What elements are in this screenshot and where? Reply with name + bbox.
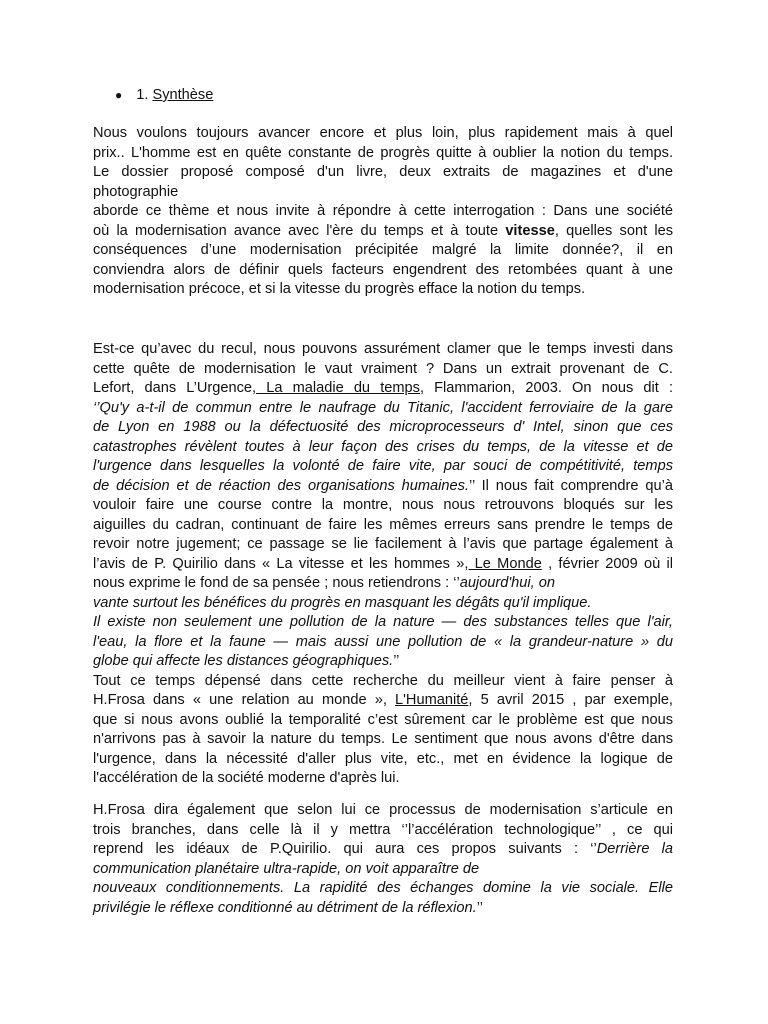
text-run: Derrière la	[596, 841, 674, 857]
text-run: ’’ Il nous fait comprendre qu’à	[469, 477, 673, 494]
text-line	[93, 340, 673, 360]
text-run: privilégie le réflexe conditionné au détriment de la réflexion.	[93, 899, 477, 916]
text-run: ‘’Qu'y a-t-il de commun entre le naufrage du Titanic, l'accident ferroviaire de la gare	[93, 399, 673, 416]
text-run: communication planétaire ultra-rapide, on voit apparaître de	[93, 860, 480, 877]
text-line	[93, 516, 673, 536]
text-line	[93, 202, 673, 222]
text-run: aiguilles du cadran, continuant de faire les mêmes erreurs sans prendre le temps de	[93, 516, 673, 533]
text-line	[93, 574, 673, 594]
text-line	[93, 124, 673, 144]
text-line	[93, 652, 673, 672]
text-run: nouveaux conditionnements. La rapidité des échanges domine la vie sociale. Elle	[93, 880, 673, 896]
text-run: catastrophes révèlent toutes à leur façon des crises du temps, de la vitesse et de	[93, 438, 673, 455]
bullet-icon: ●	[115, 88, 123, 102]
text-line	[93, 496, 673, 516]
text-run: Est-ce qu’avec du recul, nous pouvons assurément clamer que le temps investi dans	[93, 341, 673, 357]
section-heading	[115, 86, 213, 106]
text-run: ’’	[476, 899, 483, 916]
text-run: que si nous avons oublié la temporalité c’est sûrement car le problème est que nous	[93, 711, 673, 728]
text-run: conséquences d’une modernisation précipitée malgré la limite donnée?, il en	[93, 242, 673, 258]
text-line	[93, 360, 673, 380]
text-line	[93, 261, 673, 281]
text-run: Nous voulons toujours avancer encore et plus loin, plus rapidement mais à quel	[93, 125, 673, 141]
text-run: n'arrivons pas à savoir la nature du temps. Le sentiment que nous avons d'être dans	[93, 731, 673, 747]
text-run: vitesse	[505, 222, 555, 239]
text-line	[93, 691, 673, 711]
text-run: , Le Monde	[464, 555, 542, 572]
text-run: , Flammarion, 2003. On nous dit :	[419, 380, 674, 396]
text-line	[93, 183, 673, 203]
text-run: globe qui affecte les distances géographiques.	[93, 653, 394, 669]
text-run: prix.. L'homme est en quête constante de progrès quitte à oublier la notion du temps.	[93, 144, 673, 161]
text-run: vouloir faire une course contre la montre, nous nous retrouvons bloqués sur les	[93, 497, 673, 513]
text-run: l'eau, la flore et la faune — mais aussi une pollution de « la grandeur-nature » du	[93, 633, 673, 650]
text-line	[93, 840, 673, 860]
text-run: reprend les idéaux de P.Quirilio. qui aura ces propos suivants : ‘’	[93, 841, 597, 857]
text-run: L'Humanité	[395, 692, 469, 708]
text-run: ’’	[393, 653, 400, 669]
text-line	[93, 399, 673, 419]
paragraph-intro	[93, 124, 673, 300]
text-run: , février 2009 où il	[541, 555, 673, 572]
text-run: modernisation précoce, et si la vitesse du progrès efface la notion du temps.	[93, 281, 586, 297]
text-line	[93, 535, 673, 555]
text-line	[93, 730, 673, 750]
text-line	[93, 801, 673, 821]
text-run: l’avis de P. Quirilio dans « La vitesse et les hommes »	[93, 555, 465, 572]
text-line	[93, 672, 673, 692]
paragraph-analysis	[93, 340, 673, 789]
text-line	[93, 457, 673, 477]
text-run: H.Frosa dans « une relation au monde »,	[93, 692, 396, 708]
text-line	[93, 477, 673, 497]
text-line	[93, 163, 673, 183]
text-run: revoir notre jugement; ce passage se lie facilement à l’avis que partage également à	[93, 536, 673, 552]
text-line	[93, 222, 673, 242]
text-run: où la modernisation avance avec l'ère du temps et à toute	[93, 222, 506, 239]
text-run: vante surtout les bénéfices du progrès en masquant les dégâts qu'il implique.	[93, 594, 592, 611]
text-run: nous exprime le fond de sa pensée ; nous retiendrons : ‘’	[93, 575, 460, 591]
text-run: conviendra alors de définir quels facteurs engendrent des retombées quant à une	[93, 261, 673, 278]
text-line	[93, 241, 673, 261]
text-run: , quelles sont les	[554, 222, 673, 239]
text-run: de Lyon en 1988 ou la défectuosité des microprocesseurs d' Intel, sinon que ces	[93, 419, 673, 435]
text-run: aujourd'hui, on	[459, 575, 555, 591]
text-line	[93, 594, 673, 614]
text-line	[93, 899, 673, 919]
text-run: l'urgence dans lesquelles la volonté de faire vite, par souci de compétitivité, temps	[93, 458, 673, 474]
text-line	[93, 379, 673, 399]
text-run: Le dossier proposé composé d'un livre, deux extraits de magazines et d'une	[93, 164, 673, 180]
text-run: trois branches, dans celle là il y mettra ‘’l’accélération technologique’’ , ce qui	[93, 821, 673, 838]
text-line	[93, 555, 673, 575]
text-run: Lefort, dans L’Urgence	[93, 380, 253, 396]
text-line	[93, 769, 673, 789]
text-run: photographie	[93, 183, 179, 200]
text-line	[93, 633, 673, 653]
text-run: H.Frosa dira également que selon lui ce processus de modernisation s’articule en	[93, 802, 673, 818]
text-line	[93, 860, 673, 880]
text-run: Il existe non seulement une pollution de la nature — des substances telles que l'air,	[93, 614, 673, 630]
text-line	[93, 750, 673, 770]
text-run: cette quête de modernisation le vaut vraiment ? Dans un extrait provenant de C.	[93, 360, 673, 377]
text-line	[93, 144, 673, 164]
text-line	[93, 418, 673, 438]
text-line	[93, 280, 673, 300]
text-run: l'accélération de la société moderne d'après lui.	[93, 770, 400, 786]
text-line	[93, 438, 673, 458]
text-line	[93, 821, 673, 841]
text-line	[93, 613, 673, 633]
text-line	[93, 879, 673, 899]
text-run: de décision et de réaction des organisations humaines.	[93, 477, 469, 494]
heading-number: 1.	[136, 87, 153, 103]
heading-title: Synthèse	[152, 87, 214, 103]
paragraph-conclusion	[93, 801, 673, 918]
text-run: , 5 avril 2015 , par exemple,	[468, 692, 673, 708]
text-run: Tout ce temps dépensé dans cette recherche du meilleur vient à faire penser à	[93, 672, 673, 689]
text-run: aborde ce thème et nous invite à répondre à cette interrogation : Dans une société	[93, 203, 673, 219]
text-run: l'urgence, dans la nécessité d'aller plus vite, etc., met en évidence la logique de	[93, 750, 673, 767]
text-line	[93, 711, 673, 731]
text-run: , La maladie du temps	[252, 380, 420, 396]
